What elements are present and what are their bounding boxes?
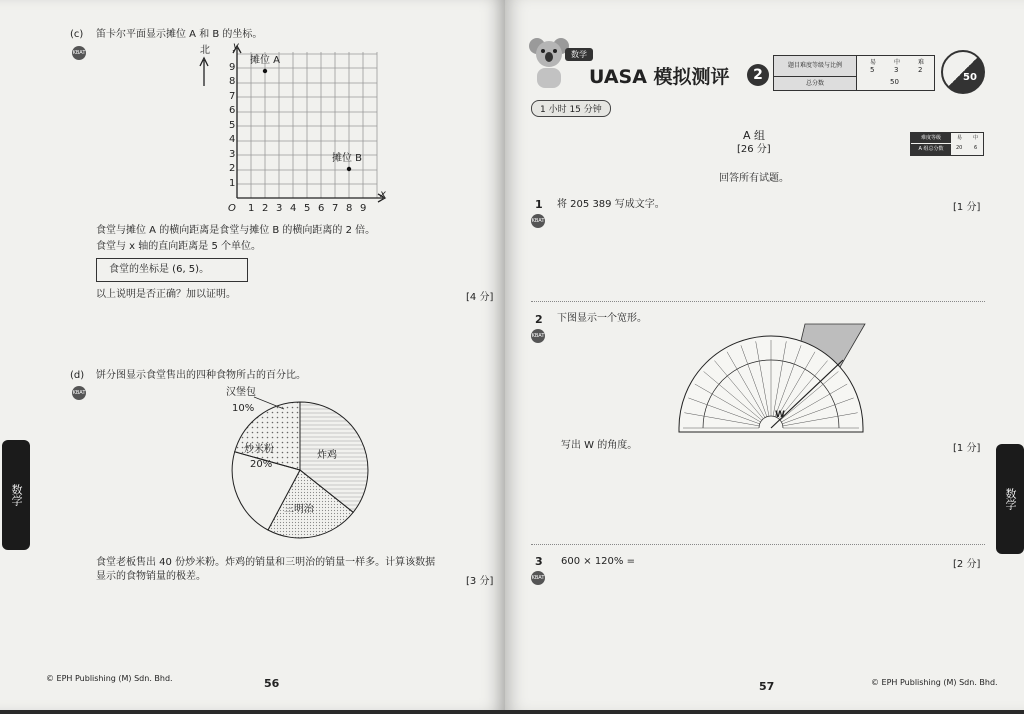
question-d-marks: [3 分] — [466, 576, 494, 587]
q3-text: 600 × 120% = — [561, 556, 635, 567]
q3-number: 3 — [535, 555, 543, 568]
y-tick-label: 3 — [229, 148, 236, 160]
q2-number: 2 — [535, 313, 543, 326]
y-tick-label: 1 — [229, 177, 236, 189]
koala-mascot-icon — [529, 34, 569, 92]
skill-badge-icon: KBAT — [531, 571, 545, 585]
slice-burger-pct: 10% — [232, 403, 255, 414]
y-tick-label: 7 — [229, 90, 236, 102]
y-tick-label: 4 — [229, 134, 236, 145]
slice-burger-label: 汉堡包 — [226, 387, 256, 398]
ratio-hard: 2 — [918, 66, 923, 74]
point-b — [347, 167, 351, 171]
skill-badge-icon: KBAT — [72, 46, 86, 60]
slice-chicken-label: 炸鸡 — [317, 450, 337, 461]
question-d-text1: 食堂老板售出 40 份炒米粉。炸鸡的销量和三明治的销量一样多。计算该数据 — [96, 557, 436, 568]
subject-side-tab: 数学 — [996, 444, 1024, 554]
pie-chart — [225, 395, 375, 545]
x-tick-label: 8 — [346, 203, 353, 214]
q2-text: 下图显示一个宽形。 — [557, 313, 647, 324]
protractor-figure — [673, 322, 873, 434]
mini-label-1: 难度等级 — [911, 133, 951, 143]
y-tick-label: 6 — [229, 105, 236, 116]
section-instruction: 回答所有试题。 — [719, 173, 789, 184]
question-d-text2: 显示的食物销量的极差。 — [96, 571, 206, 582]
claim-box — [96, 258, 248, 282]
difficulty-label: 题目难度等级与比例 — [774, 56, 857, 77]
pointer-line — [252, 395, 292, 415]
y-tick-label: 9 — [229, 61, 236, 73]
y-tick-label: 8 — [229, 76, 236, 87]
x-tick-label: 6 — [318, 203, 325, 214]
right-page — [505, 0, 1024, 710]
y-axis-label: y — [233, 41, 239, 52]
mini-label-2: A 组总分数 — [911, 144, 951, 155]
page-number: 56 — [264, 677, 280, 690]
q3-marks: [2 分] — [953, 559, 981, 570]
question-c-marks: [4 分] — [466, 292, 494, 303]
statement-1: 食堂与摊位 A 的横向距离是食堂与摊位 B 的横向距离的 2 倍。 — [96, 225, 376, 236]
claim-text: 食堂的坐标是 (6, 5)。 — [109, 264, 210, 275]
duration-pill: 1 小时 15 分钟 — [531, 100, 611, 117]
x-axis-label: x — [380, 189, 386, 200]
mini-val: 中 — [973, 135, 979, 141]
cartesian-plane — [195, 40, 395, 220]
ratio-medium: 3 — [894, 66, 899, 74]
slice-noodle-label: 炒米粉 — [244, 444, 274, 455]
point-a-label: 摊位 A — [250, 55, 281, 66]
question-d-label: (d) — [70, 370, 85, 381]
skill-badge-icon: KBAT — [531, 214, 545, 228]
section-title: A 组 — [743, 129, 766, 142]
left-page — [0, 0, 505, 710]
skill-badge-icon: KBAT — [72, 386, 86, 400]
y-tick-label: 5 — [229, 119, 236, 131]
section-points: [26 分] — [737, 144, 771, 155]
question-c-task: 以上说明是否正确？加以证明。 — [96, 289, 236, 300]
x-tick-label: 4 — [290, 203, 297, 214]
slice-noodle-pct: 20% — [250, 459, 273, 470]
x-tick-label: 2 — [262, 203, 269, 214]
q1-text: 将 205 389 写成文字。 — [557, 199, 665, 210]
score-circle-value: 50 — [963, 72, 977, 83]
mini-val: 20 — [956, 145, 963, 151]
q1-number: 1 — [535, 198, 543, 211]
q2-marks: [1 分] — [953, 443, 981, 454]
slice-sandwich-label: 三明治 — [284, 504, 314, 515]
question-d-prompt: 饼分图显示食堂售出的四种食物所占的百分比。 — [96, 370, 306, 381]
origin-label: O — [228, 203, 236, 214]
exam-number: 2 — [747, 64, 769, 86]
y-tick-label: 2 — [229, 163, 236, 174]
q1-marks: [1 分] — [953, 202, 981, 213]
skill-badge-icon: KBAT — [531, 329, 545, 343]
total-label: 总分数 — [774, 77, 857, 90]
section-mini-table — [910, 132, 984, 156]
level-hard: 难 — [918, 59, 925, 66]
mini-val: 易 — [957, 135, 963, 141]
subject-side-tab: 数学 — [2, 440, 30, 550]
score-circle — [941, 50, 985, 94]
question-c-label: (c) — [70, 29, 84, 40]
footer-copyright: © EPH Publishing (M) Sdn. Bhd. — [46, 674, 173, 683]
mini-val: 6 — [974, 145, 978, 151]
divider — [531, 301, 985, 302]
subject-tag: 数学 — [565, 48, 593, 61]
north-label: 北 — [200, 45, 210, 56]
ratio-easy: 5 — [870, 66, 875, 74]
x-tick-label: 7 — [332, 203, 339, 214]
footer-copyright: © EPH Publishing (M) Sdn. Bhd. — [871, 678, 998, 687]
x-tick-label: 5 — [304, 203, 311, 214]
page-number: 57 — [759, 680, 775, 693]
point-a — [263, 69, 267, 73]
angle-w-label: W — [775, 410, 785, 420]
q2-subtext: 写出 W 的角度。 — [561, 440, 638, 451]
statement-2: 食堂与 x 轴的直向距离是 5 个单位。 — [96, 241, 261, 252]
level-easy: 易 — [870, 59, 877, 66]
x-tick-label: 1 — [248, 203, 255, 214]
exam-title: UASA 模拟测评 — [589, 66, 730, 88]
x-tick-label: 3 — [276, 203, 283, 214]
x-tick-label: 9 — [360, 203, 367, 214]
total-score: 50 — [890, 78, 899, 86]
level-medium: 中 — [894, 59, 901, 66]
question-c-prompt: 笛卡尔平面显示摊位 A 和 B 的坐标。 — [96, 29, 263, 40]
difficulty-table — [773, 55, 935, 91]
divider — [531, 544, 985, 545]
point-b-label: 摊位 B — [332, 153, 363, 164]
